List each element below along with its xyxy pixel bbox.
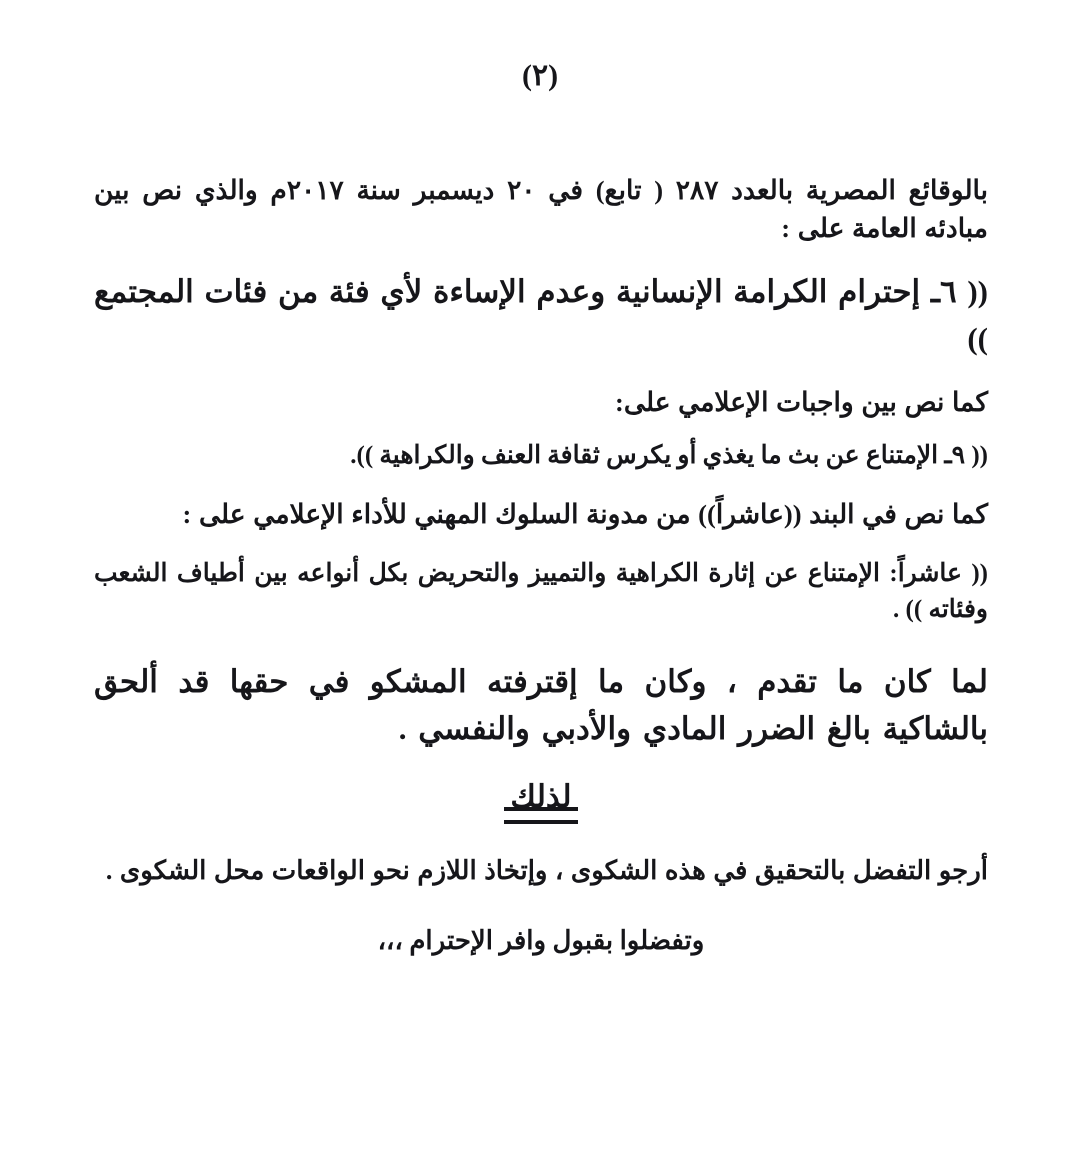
quote-clause-six: (( ٦ـ إحترام الكرامة الإنسانية وعدم الإساءة لأي فئة من فئات المجتمع )) bbox=[94, 274, 989, 356]
paragraph-gazette-reference: بالوقائع المصرية بالعدد ٢٨٧ ( تابع) في ٢٠ ديسمبر سنة ٢٠١٧م والذي نص بين مبادئه العامة على : bbox=[94, 175, 988, 243]
paragraph-media-duties-intro: كما نص بين واجبات الإعلامي على: bbox=[615, 387, 988, 418]
closing-salutation: وتفضلوا بقبول وافر الإحترام ،،، bbox=[377, 926, 705, 956]
quote-clause-nine: (( ٩ـ الإمتناع عن بث ما يغذي أو يكرس ثقافة العنف والكراهية )). bbox=[350, 441, 988, 469]
paragraph-conclusion: لما كان ما تقدم ، وكان ما إقترفته المشكو في حقها قد ألحق بالشاكية بالغ الضرر المادي والأدبي والنفسي . bbox=[94, 664, 988, 747]
document-body bbox=[94, 172, 988, 960]
quote-clause-tenth: (( عاشراً: الإمتناع عن إثارة الكراهية والتمييز والتحريض بكل أنواعه بين أطياف الشعب وفئاته )) . bbox=[94, 559, 988, 623]
paragraph-conduct-code-intro: كما نص في البند ((عاشراً)) من مدونة السلوك المهني للأداء الإعلامي على : bbox=[182, 499, 988, 530]
paragraph-request: أرجو التفضل بالتحقيق في هذه الشكوى ، وإتخاذ اللازم نحو الواقعات محل الشكوى . bbox=[105, 855, 988, 885]
therefore-heading-wrap bbox=[94, 778, 988, 821]
therefore-heading: لذلك bbox=[510, 778, 571, 821]
page-number: (٢) bbox=[521, 59, 559, 92]
